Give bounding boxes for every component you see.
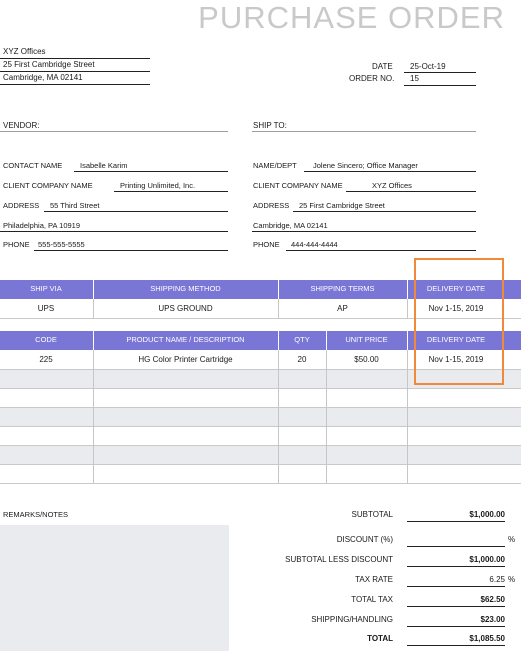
order-number-label: ORDER NO. <box>349 74 395 83</box>
divider <box>407 299 408 318</box>
divider <box>278 280 279 299</box>
date-value[interactable]: 25-Oct-19 <box>410 62 446 71</box>
divider <box>407 280 408 299</box>
vendor-address-label: ADDRESS <box>3 201 40 210</box>
ship-to-phone-label: PHONE <box>253 240 280 249</box>
ship-to-heading: SHIP TO: <box>253 121 287 130</box>
divider <box>93 331 94 350</box>
divider <box>278 350 279 483</box>
header-delivery-date: DELIVERY DATE <box>426 335 486 344</box>
header-ship-via: SHIP VIA <box>30 284 62 293</box>
divider <box>93 350 94 483</box>
date-label: DATE <box>372 62 393 71</box>
table-row[interactable] <box>0 464 521 483</box>
discount-percent-sign: % <box>508 535 516 544</box>
divider <box>286 250 476 251</box>
vendor-address-value[interactable]: 55 Third Street <box>50 201 100 210</box>
company-city: Cambridge, MA 02141 <box>3 73 83 82</box>
divider <box>0 231 228 232</box>
tax-rate-label: TAX RATE <box>355 575 393 584</box>
ship-via-cell[interactable]: UPS <box>37 304 55 313</box>
vendor-contact-value[interactable]: Isabelle Karim <box>80 161 128 170</box>
header-shipping-terms: SHIPPING TERMS <box>310 284 375 293</box>
company-name: XYZ Offices <box>3 47 46 56</box>
total-label: TOTAL <box>367 634 393 643</box>
ship-to-name-label: NAME/DEPT <box>253 161 297 170</box>
divider <box>407 350 408 483</box>
divider <box>407 606 505 607</box>
subtotal-less-discount-label: SUBTOTAL LESS DISCOUNT <box>285 555 393 564</box>
ship-to-phone-value[interactable]: 444-444-4444 <box>291 240 338 249</box>
divider <box>74 171 228 172</box>
ship-to-city-value[interactable]: Cambridge, MA 02141 <box>253 221 328 230</box>
divider <box>0 71 150 72</box>
divider <box>0 58 150 59</box>
divider <box>407 566 505 567</box>
divider <box>326 350 327 483</box>
tax-rate-value[interactable]: 6.25 <box>489 575 505 584</box>
subtotal-label: SUBTOTAL <box>351 510 393 519</box>
ship-to-company-value[interactable]: XYZ Offices <box>372 181 412 190</box>
vendor-company-label: CLIENT COMPANY NAME <box>3 181 93 190</box>
ship-to-address-value[interactable]: 25 First Cambridge Street <box>299 201 385 210</box>
header-qty: QTY <box>294 335 310 344</box>
qty-cell[interactable]: 20 <box>297 355 307 364</box>
subtotal-less-discount-value: $1,000.00 <box>469 555 505 564</box>
header-code: CODE <box>35 335 57 344</box>
divider <box>93 299 94 318</box>
subtotal-value: $1,000.00 <box>469 510 505 519</box>
ship-to-name-value[interactable]: Jolene Sincero; Office Manager <box>313 161 418 170</box>
header-shipping-method: SHIPPING METHOD <box>150 284 221 293</box>
shipping-handling-value[interactable]: $23.00 <box>480 615 505 624</box>
discount-input[interactable] <box>407 546 505 547</box>
table-row[interactable] <box>0 407 521 426</box>
table-row[interactable] <box>0 388 521 407</box>
divider <box>0 426 521 427</box>
remarks-box[interactable] <box>0 525 229 651</box>
header-delivery-date: DELIVERY DATE <box>426 284 486 293</box>
divider <box>404 72 476 73</box>
divider <box>44 211 228 212</box>
divider <box>0 84 150 85</box>
divider <box>0 388 521 389</box>
divider <box>326 331 327 350</box>
divider <box>278 299 279 318</box>
divider <box>407 645 505 646</box>
divider <box>0 445 521 446</box>
shipping-handling-label: SHIPPING/HANDLING <box>311 615 393 624</box>
total-tax-label: TOTAL TAX <box>351 595 393 604</box>
total-value: $1,085.50 <box>469 634 505 643</box>
divider <box>407 331 408 350</box>
delivery-date-cell[interactable]: Nov 1-15, 2019 <box>428 355 484 364</box>
header-product: PRODUCT NAME / DESCRIPTION <box>126 335 245 344</box>
table-row[interactable] <box>0 426 521 445</box>
divider <box>404 85 476 86</box>
ship-to-company-label: CLIENT COMPANY NAME <box>253 181 343 190</box>
vendor-phone-value[interactable]: 555-555-5555 <box>38 240 85 249</box>
divider <box>252 131 476 132</box>
divider <box>304 171 476 172</box>
vendor-heading: VENDOR: <box>3 121 40 130</box>
divider <box>407 626 505 627</box>
remarks-label: REMARKS/NOTES <box>3 510 69 519</box>
document-title: PURCHASE ORDER <box>198 0 505 35</box>
divider <box>114 191 228 192</box>
table-row[interactable] <box>0 445 521 464</box>
divider <box>293 211 476 212</box>
product-cell[interactable]: HG Color Printer Cartridge <box>138 355 233 364</box>
delivery-date-highlight <box>414 258 504 385</box>
divider <box>252 231 476 232</box>
order-number-value[interactable]: 15 <box>410 74 419 83</box>
vendor-phone-label: PHONE <box>3 240 30 249</box>
divider <box>407 521 505 522</box>
divider <box>34 250 228 251</box>
total-tax-value: $62.50 <box>480 595 505 604</box>
vendor-company-value[interactable]: Printing Unlimited, Inc. <box>120 181 196 190</box>
unit-price-cell[interactable]: $50.00 <box>354 355 379 364</box>
discount-label: DISCOUNT (%) <box>336 535 393 544</box>
header-unit-price: UNIT PRICE <box>345 335 388 344</box>
company-street: 25 First Cambridge Street <box>3 60 95 69</box>
divider <box>93 280 94 299</box>
divider <box>0 464 521 465</box>
divider <box>346 191 476 192</box>
tax-rate-percent-sign: % <box>508 575 516 584</box>
divider <box>407 586 505 587</box>
divider <box>0 131 228 132</box>
divider <box>278 331 279 350</box>
shipping-method-cell[interactable]: UPS GROUND <box>158 304 213 313</box>
code-cell[interactable]: 225 <box>39 355 53 364</box>
delivery-date-cell[interactable]: Nov 1-15, 2019 <box>428 304 484 313</box>
divider <box>0 407 521 408</box>
shipping-terms-cell[interactable]: AP <box>337 304 348 313</box>
ship-to-address-label: ADDRESS <box>253 201 290 210</box>
vendor-contact-label: CONTACT NAME <box>3 161 63 170</box>
divider <box>0 483 521 484</box>
vendor-city-value[interactable]: Philadelphia, PA 10919 <box>3 221 81 230</box>
